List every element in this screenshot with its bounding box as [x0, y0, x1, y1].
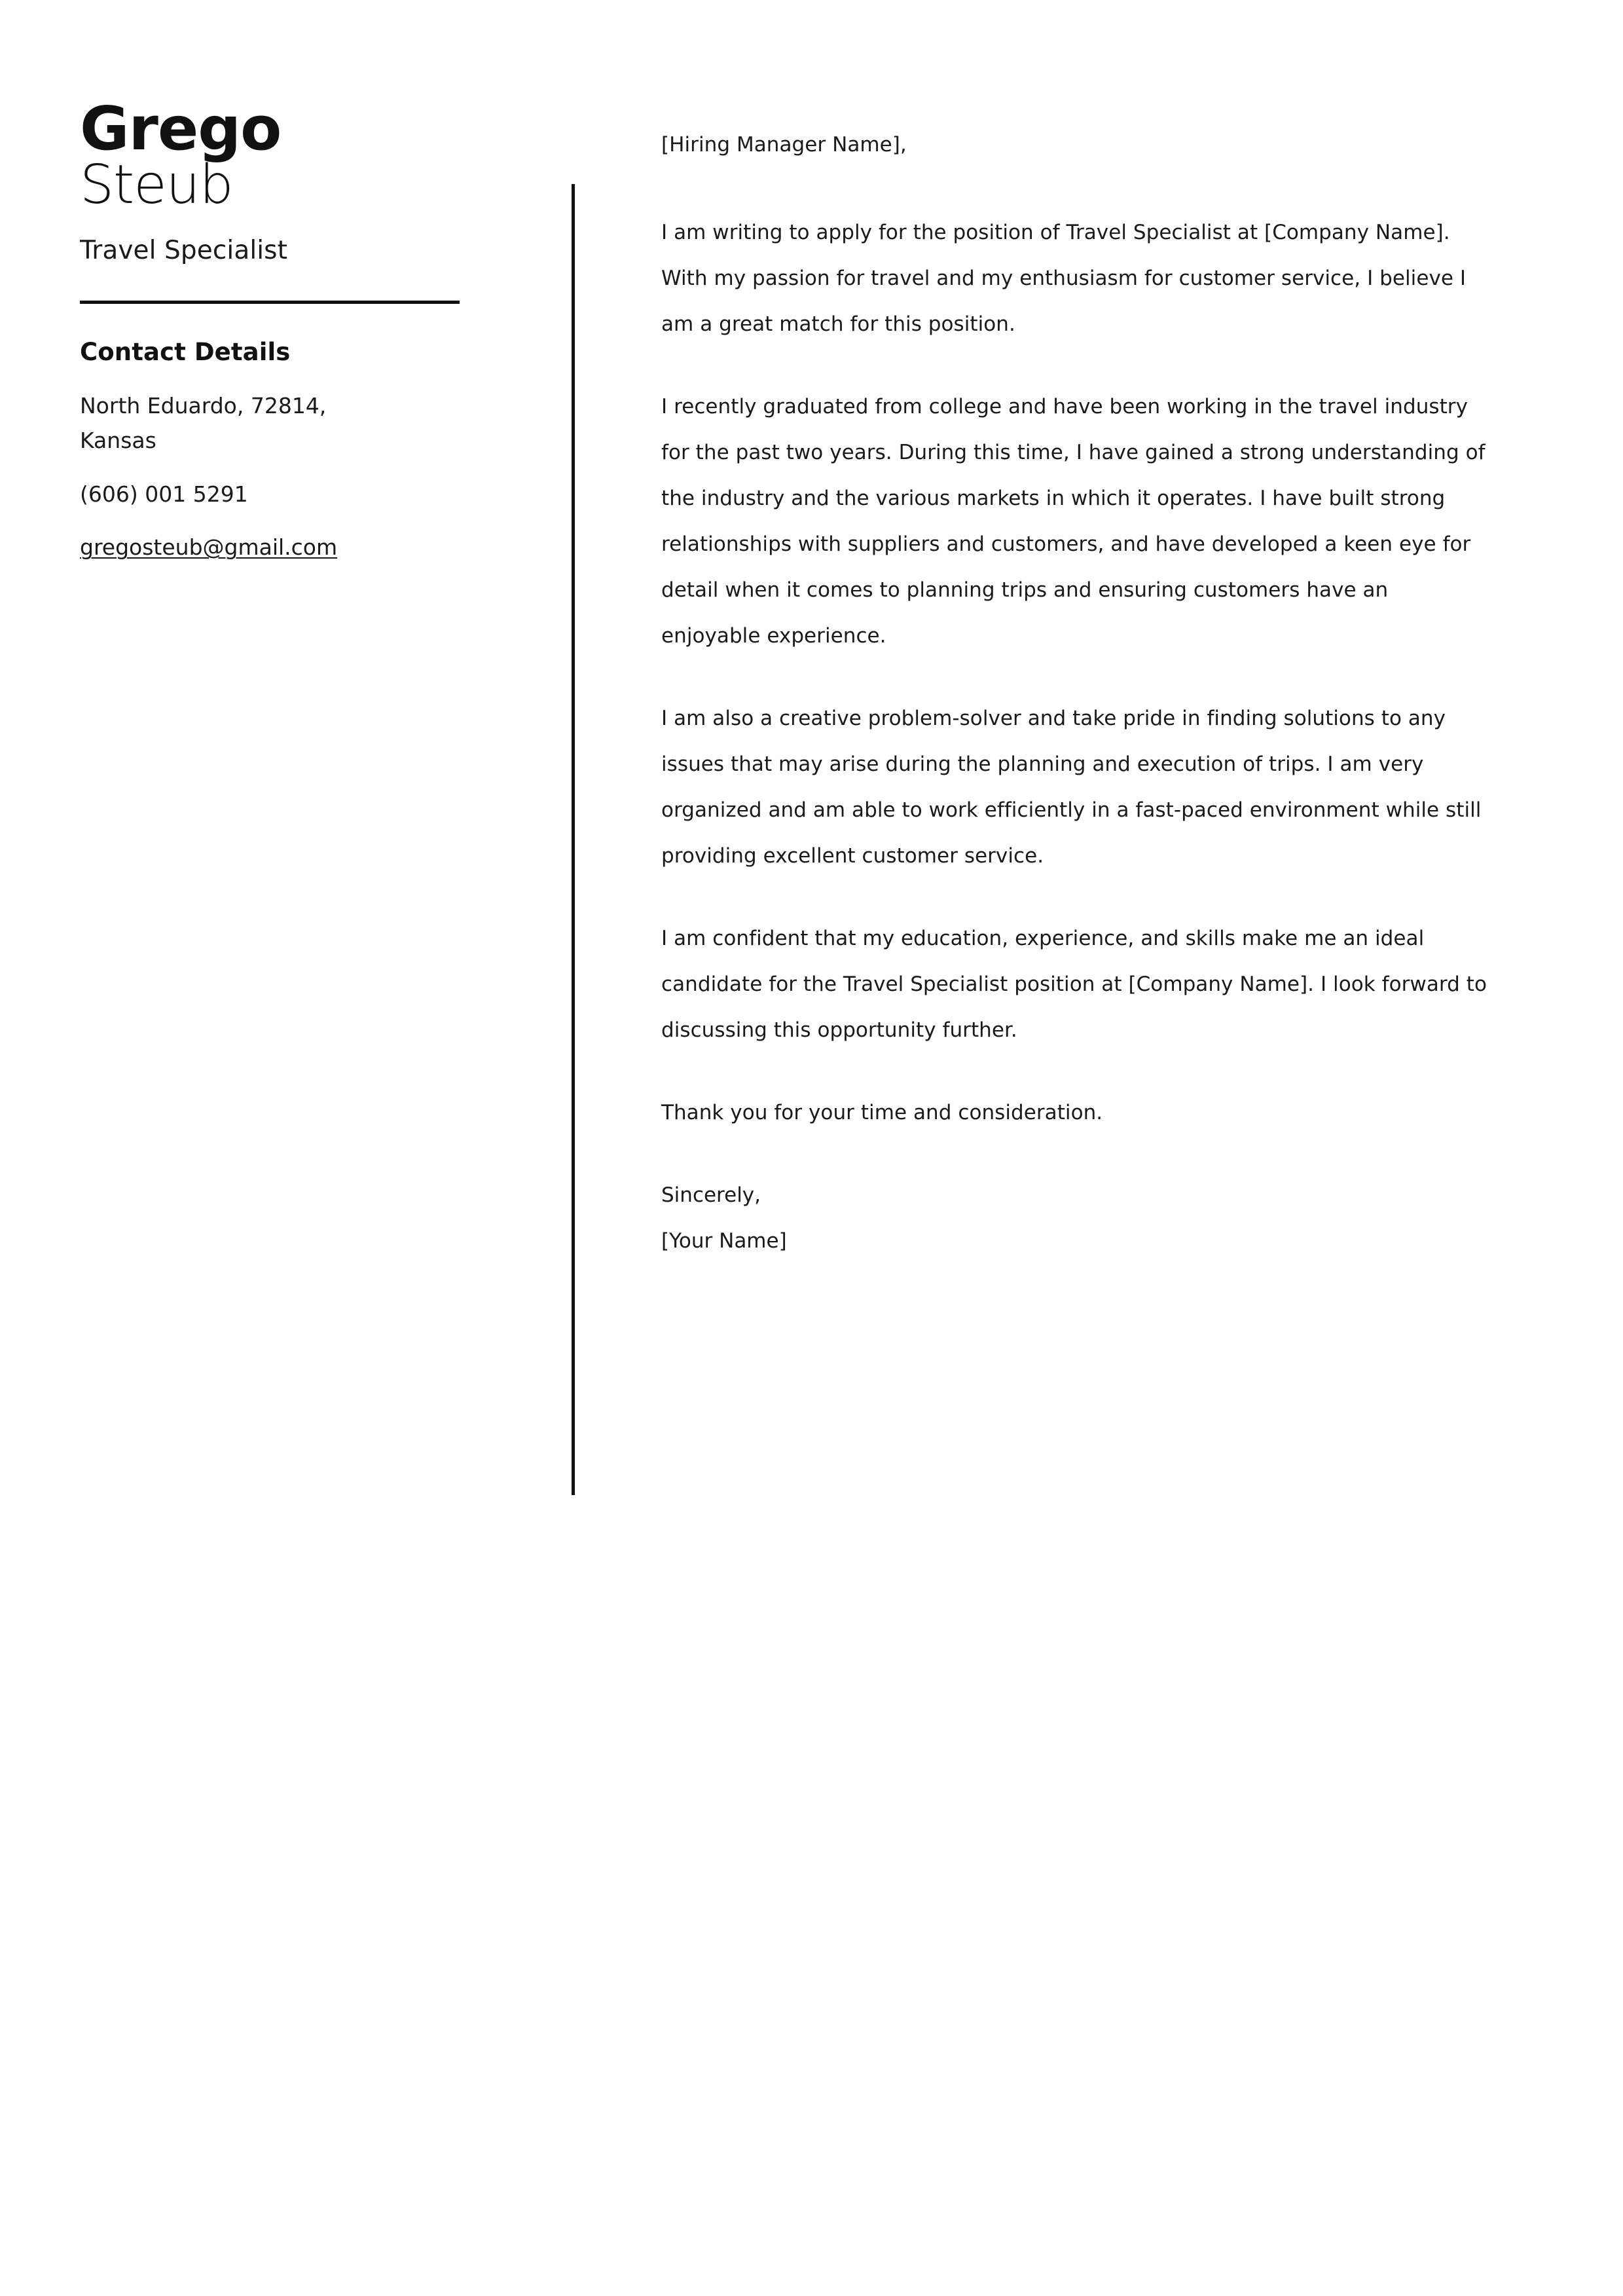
contact-details-list [80, 388, 499, 565]
letter-signature-block [661, 1172, 1487, 1264]
sidebar-divider-rule [80, 301, 460, 304]
contact-details-heading: Contact Details [80, 337, 291, 366]
letter-paragraph-2: I recently graduated from college and have been working in the travel industry for the past two years. During this time, I have gained a strong understanding of the industry and the various markets in which it operates. I have built strong relationships with suppliers and customers, and have developed a keen eye for detail when it comes to planning trips and ensuring customers have an enjoyable experience. [661, 395, 1486, 648]
letter-paragraph-3: I am also a creative problem-solver and take pride in finding solutions to any issues that may arise during the planning and execution of trips. I am very organized and am able to work efficiently in a fast-paced environment while still providing excellent customer service. [661, 707, 1482, 868]
contact-address: North Eduardo, 72814, Kansas [80, 392, 327, 454]
name-block [80, 94, 499, 216]
last-name: Steub [80, 153, 233, 216]
letter-paragraph-4: I am confident that my education, experience, and skills make me an ideal candidate for the Travel Specialist position at [Company Name]. I look forward to discussing this opportunity further. [661, 927, 1487, 1042]
letter-body [661, 122, 1487, 1264]
letter-closing: Sincerely, [661, 1183, 761, 1207]
contact-phone: (606) 001 5291 [80, 481, 248, 507]
vertical-divider-rule [572, 184, 575, 1495]
letter-salutation: [Hiring Manager Name], [661, 133, 907, 157]
letter-signature-name: [Your Name] [661, 1229, 787, 1253]
contact-email-row [80, 530, 407, 565]
letter-paragraph-1: I am writing to apply for the position of Travel Specialist at [Company Name]. With my passion for travel and my enthusiasm for customer service, I believe I am a great match for this position. [661, 221, 1467, 336]
contact-email-link[interactable]: gregosteub@gmail.com [80, 534, 338, 561]
letter-thanks: Thank you for your time and consideration. [661, 1101, 1103, 1124]
first-name: Grego [80, 94, 282, 164]
sidebar [80, 0, 499, 565]
job-title: Travel Specialist [80, 235, 287, 265]
